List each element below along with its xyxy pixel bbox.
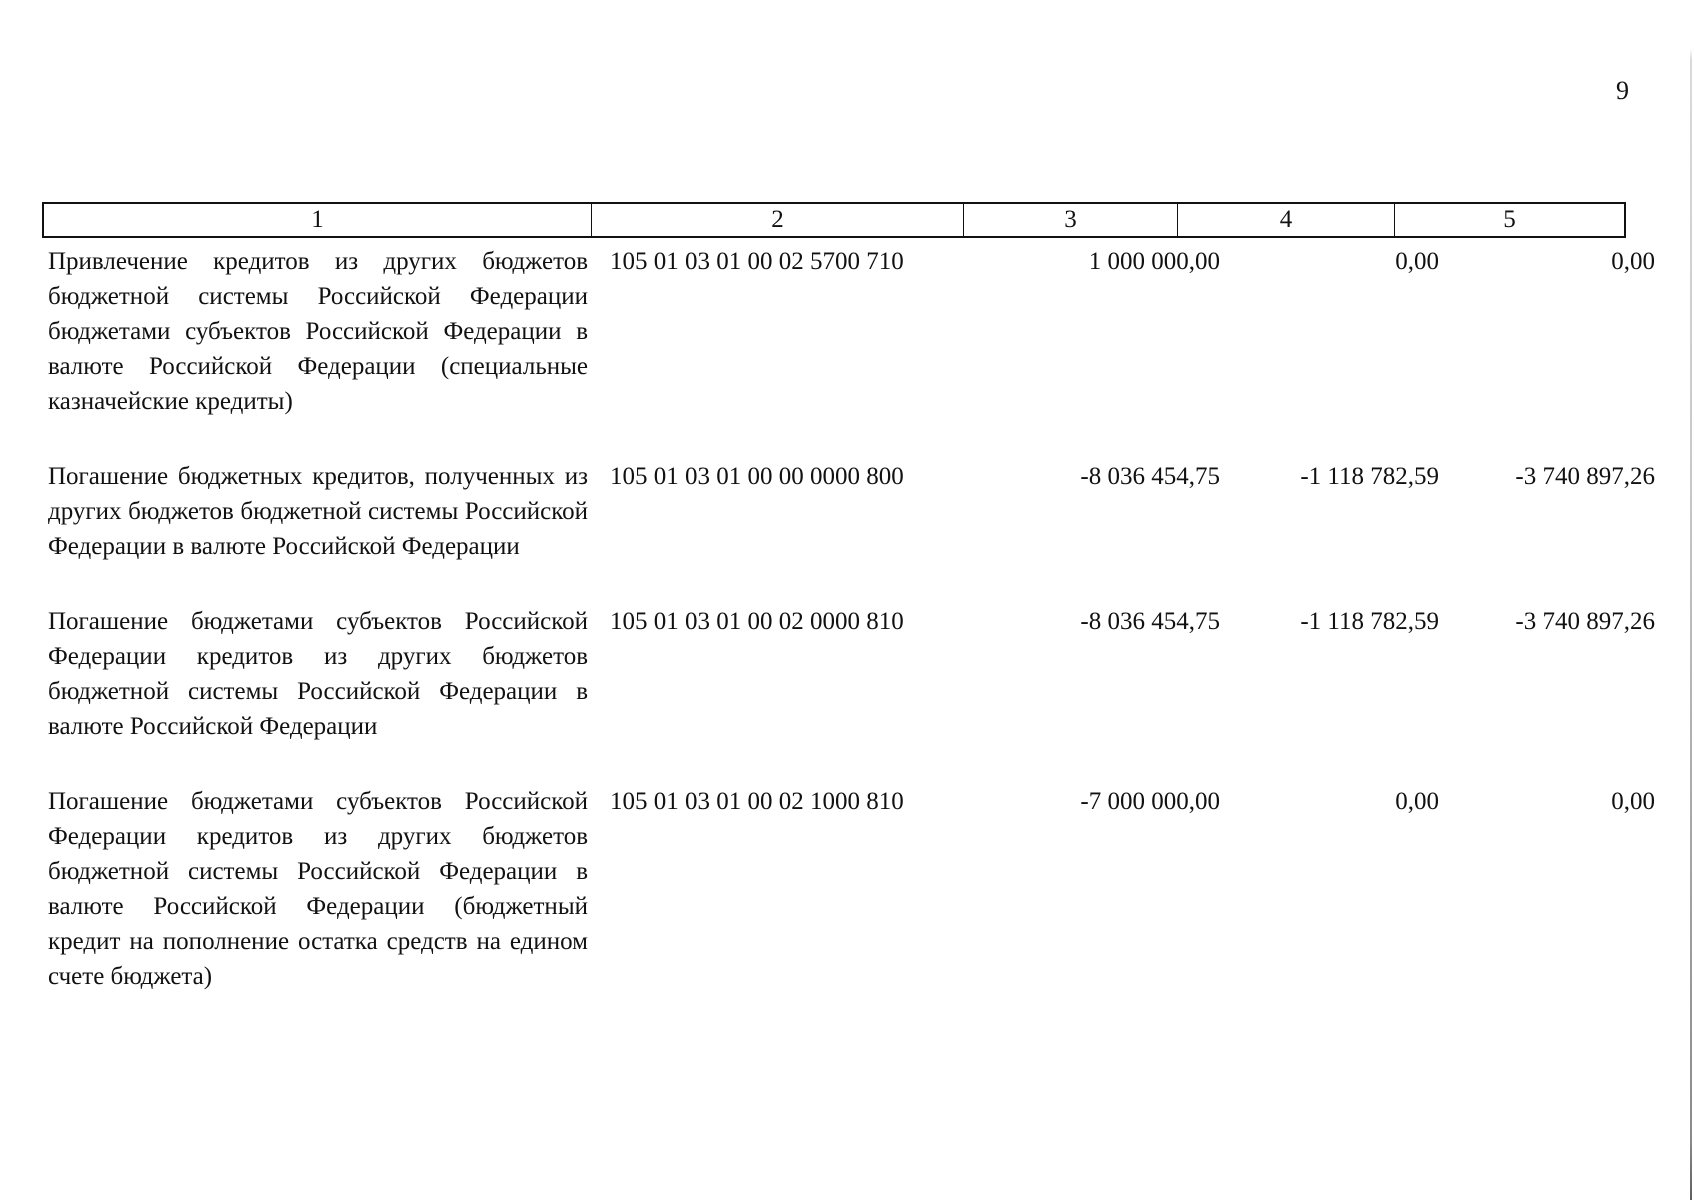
page-number: 9 [1616, 76, 1629, 105]
row-value-col3: -7 000 000,00 [1080, 788, 1220, 815]
row-value-col5: -3 740 897,26 [1515, 608, 1655, 635]
row-value-col4: -1 118 782,59 [1300, 608, 1439, 635]
row-value-col3: 1 000 000,00 [1088, 248, 1220, 275]
table-body [48, 244, 1655, 1034]
row-description: Погашение бюджетных кредитов, полученных из других бюджетов бюджетной системы Российской Федерации в валюте Российской Федерации [48, 463, 588, 560]
row-value-col5: 0,00 [1611, 788, 1655, 815]
row-value-col5: 0,00 [1611, 248, 1655, 275]
table-row [48, 784, 1655, 994]
row-code: 105 01 03 01 00 00 0000 800 [610, 463, 904, 490]
row-value-col5: -3 740 897,26 [1515, 463, 1655, 490]
row-description: Погашение бюджетами субъектов Российской Федерации кредитов из других бюджетов бюджетной системы Российской Федерации в валюте Российской Федерации [48, 608, 588, 740]
scan-edge-line [1690, 0, 1692, 1200]
row-value-col4: 0,00 [1395, 788, 1439, 815]
row-code: 105 01 03 01 00 02 0000 810 [610, 608, 904, 635]
row-code: 105 01 03 01 00 02 1000 810 [610, 788, 904, 815]
row-value-col4: 0,00 [1395, 248, 1439, 275]
table-row [48, 604, 1655, 744]
row-value-col4: -1 118 782,59 [1300, 463, 1439, 490]
row-description: Погашение бюджетами субъектов Российской Федерации кредитов из других бюджетов бюджетной системы Российской Федерации в валюте Российской Федерации (бюджетный кредит на пополнение остатка средств на едином счете бюджета) [48, 788, 588, 990]
header-cell-3: 3 [964, 204, 1178, 236]
table-row [48, 244, 1655, 419]
header-cell-5: 5 [1503, 206, 1516, 233]
header-cell-4: 4 [1178, 204, 1395, 236]
row-code: 105 01 03 01 00 02 5700 710 [610, 248, 904, 275]
row-value-col3: -8 036 454,75 [1080, 608, 1220, 635]
table-row [48, 459, 1655, 564]
row-value-col3: -8 036 454,75 [1080, 463, 1220, 490]
header-cell-2: 2 [592, 204, 964, 236]
header-cell-1: 1 [44, 204, 592, 236]
row-description: Привлечение кредитов из других бюджетов бюджетной системы Российской Федерации бюджетами субъектов Российской Федерации в валюте Российской Федерации (специальные казначейские кредиты) [48, 248, 588, 415]
table-header [42, 202, 1626, 238]
